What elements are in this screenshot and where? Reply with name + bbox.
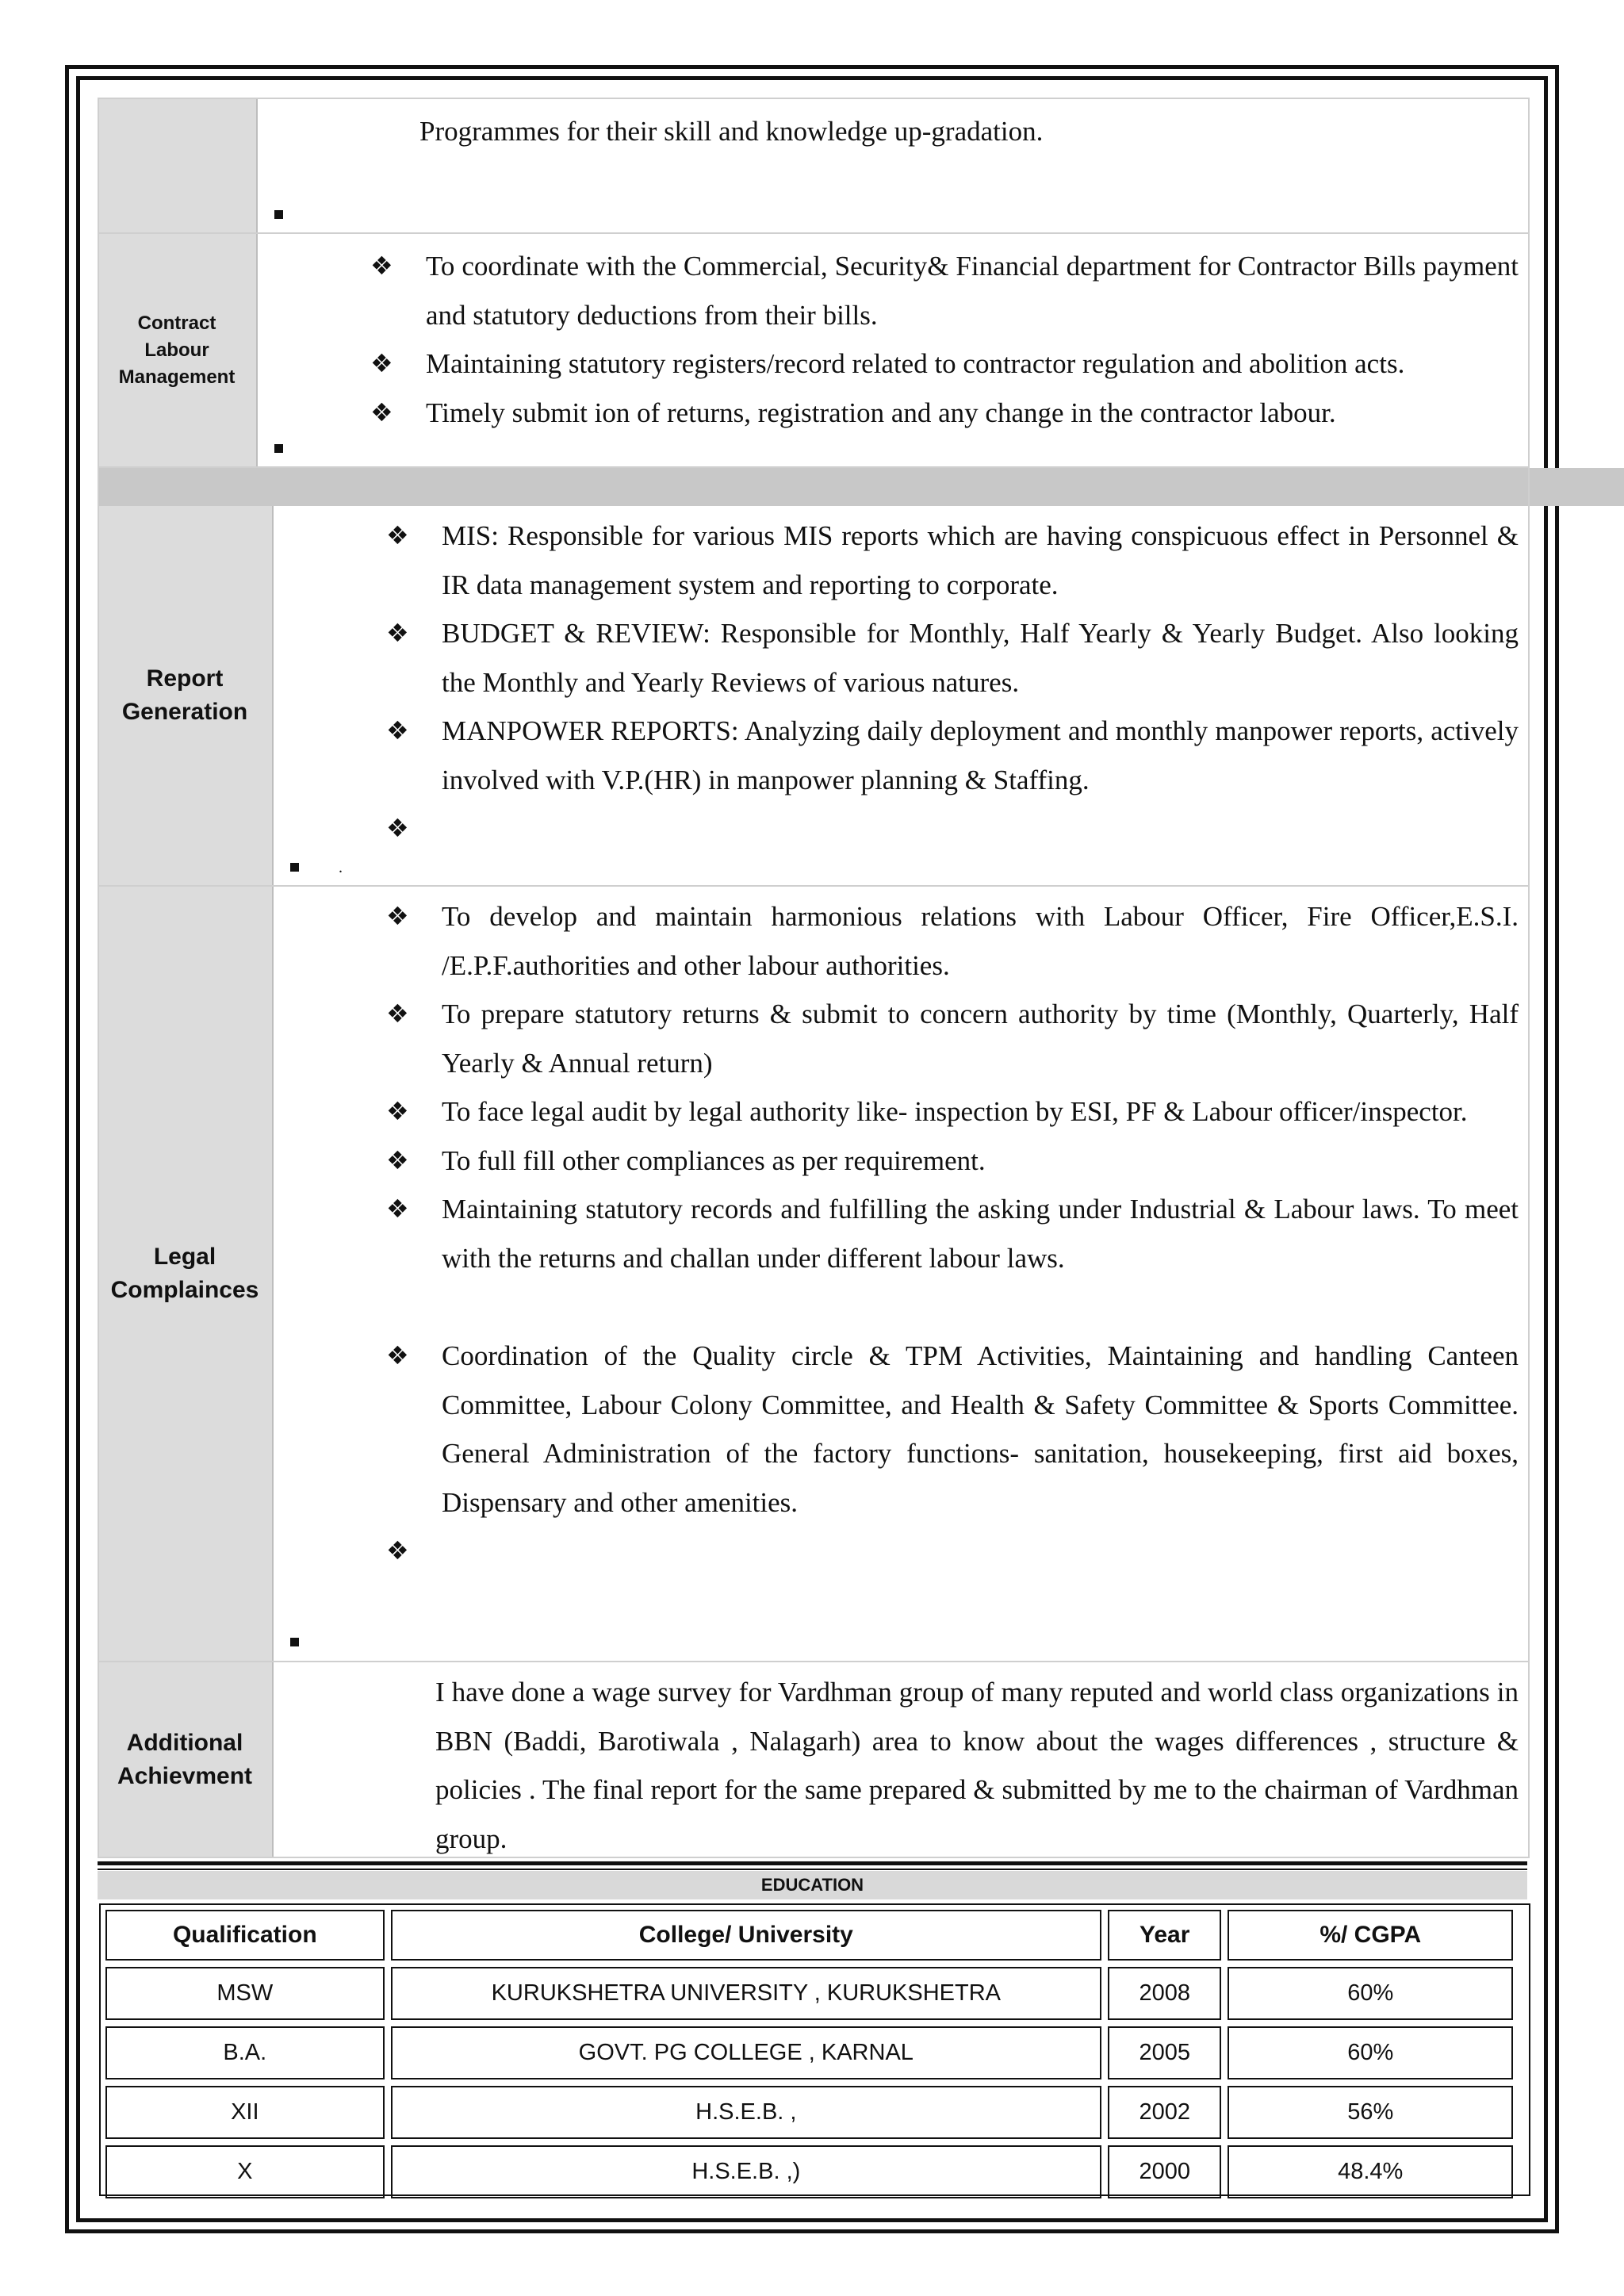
cell-qualification: X [105, 2145, 385, 2198]
table-header-row [105, 1910, 1513, 1961]
column-header-cgpa: %/ CGPA [1228, 1910, 1513, 1961]
bullet-item: ❖ MANPOWER REPORTS: Analyzing daily deployment and monthly manpower reports, actively involved with V.P.(HR) in manpower planning & Staffing. [386, 707, 1519, 804]
section-label: Contract Labour Management [98, 234, 258, 466]
cell-cgpa: 56% [1228, 2086, 1513, 2139]
bullet-item: ❖ BUDGET & REVIEW: Responsible for Monthly, Half Yearly & Yearly Budget. Also looking the Monthly and Yearly Reviews of various natures. [386, 609, 1519, 707]
cell-college: H.S.E.B. , [391, 2086, 1101, 2139]
diamond-bullet-icon: ❖ [386, 1194, 409, 1224]
section-paragraph: Programmes for their skill and knowledge up-gradation. [419, 116, 1044, 147]
diamond-bullet-icon: ❖ [386, 520, 409, 550]
bullet-item: ❖ To develop and maintain harmonious relations with Labour Officer, Fire Officer,E.S.I. /E.P.F.authorities and other labour authorities. [386, 892, 1519, 990]
diamond-bullet-icon: ❖ [386, 901, 409, 931]
bullet-item: ❖ Maintaining statutory registers/record related to contractor regulation and abolition acts. [370, 339, 1519, 389]
table-row [105, 2086, 1513, 2139]
cell-cgpa: 60% [1228, 2026, 1513, 2079]
diamond-bullet-icon: ❖ [386, 999, 409, 1029]
column-header-college: College/ University [391, 1910, 1101, 1961]
cell-year: 2008 [1108, 1967, 1221, 2020]
education-rule-thin [98, 1869, 1527, 1870]
diamond-bullet-icon: ❖ [370, 348, 393, 378]
diamond-bullet-icon: ❖ [386, 1144, 409, 1175]
education-table-frame [99, 1903, 1530, 2196]
cell-cgpa: 60% [1228, 1967, 1513, 2020]
education-heading: EDUCATION [98, 1871, 1527, 1899]
diamond-bullet-icon: ❖ [386, 813, 409, 843]
bullet-item: ❖ Timely submit ion of returns, registration and any change in the contractor labour. [370, 389, 1519, 438]
cell-qualification: XII [105, 2086, 385, 2139]
table-row [105, 2026, 1513, 2079]
diamond-bullet-icon: ❖ [386, 1535, 409, 1566]
cell-college: H.S.E.B. ,) [391, 2145, 1101, 2198]
cell-college: KURUKSHETRA UNIVERSITY , KURUKSHETRA [391, 1967, 1101, 2020]
bullet-item: ❖ Coordination of the Quality circle & TPM Activities, Maintaining and handling Canteen Committee, Labour Colony Committee, and Health & Safety Committee & Sports Committee. General Administration of the factory functions- sanitation, housekeeping, first aid boxes, Dispensary and other amenities. [386, 1332, 1519, 1527]
cell-year: 2005 [1108, 2026, 1221, 2079]
column-header-qualification: Qualification [105, 1910, 385, 1961]
cell-year: 2000 [1108, 2145, 1221, 2198]
diamond-bullet-icon: ❖ [386, 715, 409, 746]
section-label: Additional Achievment [98, 1662, 274, 1857]
diamond-bullet-icon: ❖ [386, 1340, 409, 1370]
section-label: Legal Complainces [98, 887, 274, 1661]
education-table [99, 1903, 1519, 2205]
bullet-item: ❖ To prepare statutory returns & submit to concern authority by time (Monthly, Quarterly, Half Yearly & Annual return) [386, 990, 1519, 1087]
table-row [105, 2145, 1513, 2198]
stray-dot: . [339, 859, 343, 876]
education-rule-thick [98, 1861, 1527, 1865]
cell-qualification: MSW [105, 1967, 385, 2020]
bullet-item: ❖ To full fill other compliances as per requirement. [386, 1137, 1519, 1186]
cell-qualification: B.A. [105, 2026, 385, 2079]
bullet-item: ❖ To face legal audit by legal authority like- inspection by ESI, PF & Labour officer/inspector. [386, 1087, 1519, 1137]
sections-side-border [98, 98, 1530, 1858]
bullet-item: ❖ MIS: Responsible for various MIS reports which are having conspicuous effect in Personnel & IR data management system and reporting to corporate. [386, 512, 1519, 609]
diamond-bullet-icon: ❖ [386, 1096, 409, 1126]
column-header-year: Year [1108, 1910, 1221, 1961]
diamond-bullet-icon: ❖ [386, 618, 409, 648]
bullet-item: ❖ Maintaining statutory records and fulfilling the asking under Industrial & Labour laws. To meet with the returns and challan under different labour laws. [386, 1185, 1519, 1282]
section-paragraph: I have done a wage survey for Vardhman group of many reputed and world class organizations in BBN (Baddi, Barotiwala , Nalagarh) area to know about the wages differences , structure & policies . The final report for the same prepared & submitted by me to the chairman of Vardhman group. [435, 1677, 1519, 1854]
bullet-item: ❖ To coordinate with the Commercial, Security& Financial department for Contractor Bills payment and statutory deductions from their bills. [370, 242, 1519, 339]
diamond-bullet-icon: ❖ [370, 397, 393, 427]
diamond-bullet-icon: ❖ [370, 251, 393, 281]
table-row [105, 1967, 1513, 2020]
cell-college: GOVT. PG COLLEGE , KARNAL [391, 2026, 1101, 2079]
section-label: Report Generation [98, 506, 274, 885]
cell-cgpa: 48.4% [1228, 2145, 1513, 2198]
cell-year: 2002 [1108, 2086, 1221, 2139]
